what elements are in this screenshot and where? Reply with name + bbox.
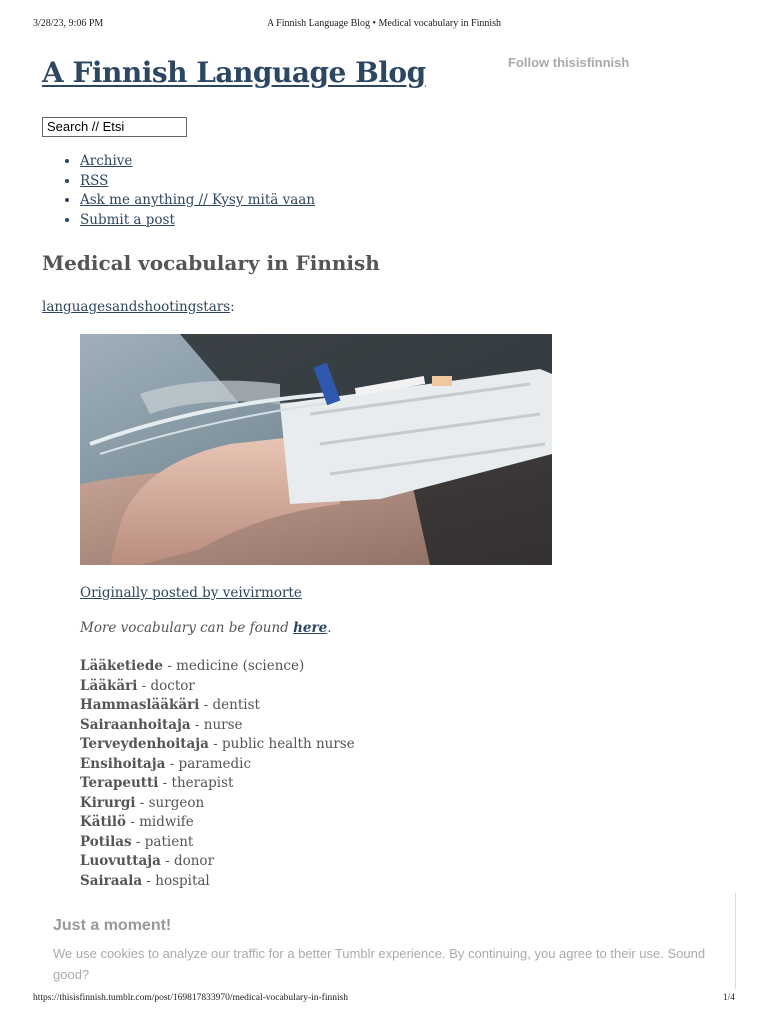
vocab-english: - paramedic [165, 755, 252, 772]
print-header [33, 18, 735, 32]
search-input[interactable]: Search // Etsi [42, 117, 187, 137]
vocab-item [80, 755, 355, 775]
cookie-banner-text: We use cookies to analyze our traffic for a better Tumblr experience. By continuing, you agree to their use. Sound good? [53, 946, 706, 982]
vocab-item [80, 852, 355, 872]
post-title: Medical vocabulary in Finnish [42, 251, 380, 275]
more-vocab-note [80, 620, 332, 636]
source-colon: : [230, 299, 235, 315]
vocab-english: - donor [160, 853, 215, 869]
vocab-english: - nurse [190, 716, 243, 733]
vocab-finnish: Terapeutti [80, 775, 159, 791]
vocab-finnish: Sairaala [80, 872, 143, 889]
vocab-finnish: Luovuttaja [80, 853, 161, 869]
vocab-item [80, 794, 355, 814]
vocab-finnish: Hammaslääkäri [80, 697, 200, 713]
nav-link-archive[interactable]: Archive [80, 153, 133, 169]
vocab-english: - therapist [158, 775, 234, 791]
print-footer [33, 993, 735, 1007]
source-user-link[interactable]: languagesandshootingstars [42, 299, 231, 315]
vocab-finnish: Ensihoitaja [80, 755, 166, 772]
vocab-english: - doctor [137, 677, 195, 694]
blog-nav [42, 152, 315, 230]
vocab-english: - medicine (science) [162, 658, 305, 674]
nav-item-submit [80, 211, 315, 231]
vocab-english: - hospital [142, 872, 210, 889]
vocab-finnish: Potilas [80, 833, 132, 850]
vocab-item [80, 696, 355, 716]
vocab-item [80, 716, 355, 736]
more-vocab-period: . [327, 620, 332, 636]
vocab-english: - patient [131, 833, 194, 850]
cookie-banner-title: Just a moment! [53, 917, 172, 934]
nav-link-rss[interactable]: RSS [80, 172, 109, 189]
vocab-english: - midwife [125, 814, 194, 830]
blog-title[interactable]: A Finnish Language Blog [42, 56, 426, 89]
vocab-item [80, 677, 355, 697]
nav-item-rss [80, 172, 315, 192]
vocab-english: - surgeon [135, 794, 205, 811]
vocab-item [80, 872, 355, 892]
vocab-english: - public health nurse [208, 736, 355, 752]
more-vocab-link[interactable]: here [293, 620, 328, 636]
cookie-banner [33, 893, 736, 989]
more-vocab-text: More vocabulary can be found [80, 620, 289, 636]
iv-hand-illustration [80, 334, 552, 565]
follow-button[interactable]: Follow thisisfinnish [508, 55, 630, 70]
vocab-finnish: Terveydenhoitaja [80, 736, 209, 752]
vocab-finnish: Lääketiede [80, 658, 163, 674]
vocab-item [80, 735, 355, 755]
vocab-list [80, 657, 355, 891]
reblog-source [42, 299, 235, 315]
post-image [80, 334, 552, 565]
vocab-finnish: Kirurgi [80, 794, 136, 811]
print-date: 3/28/23, 9:06 PM [33, 18, 104, 29]
nav-link-ask[interactable]: Ask me anything // Kysy mitä vaan [80, 192, 316, 208]
vocab-item [80, 813, 355, 833]
vocab-item [80, 833, 355, 853]
vocab-finnish: Lääkäri [80, 677, 138, 694]
vocab-finnish: Kätilö [80, 814, 126, 830]
nav-link-submit[interactable]: Submit a post [80, 211, 175, 228]
vocab-item [80, 774, 355, 794]
nav-item-ask [80, 191, 315, 211]
print-page-number: 1/4 [722, 993, 735, 1003]
vocab-item [80, 657, 355, 677]
nav-item-archive [80, 152, 315, 172]
print-url: https://thisisfinnish.tumblr.com/post/169817833970/medical-vocabulary-in-finnish [33, 993, 349, 1003]
print-document-title: A Finnish Language Blog • Medical vocabulary in Finnish [266, 18, 502, 29]
originally-posted-link[interactable]: Originally posted by veivirmorte [80, 585, 302, 601]
vocab-english: - dentist [199, 697, 260, 713]
vocab-finnish: Sairaanhoitaja [80, 716, 191, 733]
